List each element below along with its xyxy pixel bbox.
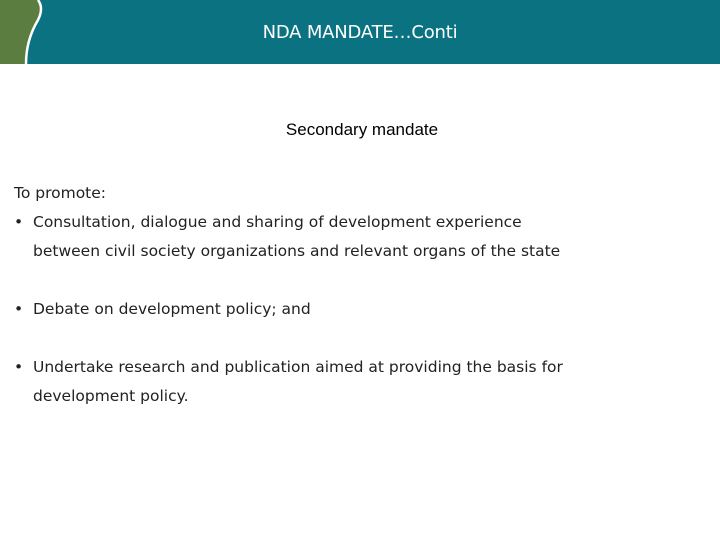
bullet-text: Consultation, dialogue and sharing of development experience [33,213,522,231]
slide-title: NDA MANDATE…Conti [262,22,458,43]
section-subtitle: Secondary mandate [285,120,439,139]
bullet-text-continued: between civil society organizations and relevant organs of the state [33,242,561,260]
slide-body [14,179,704,411]
bullet-item [14,353,704,411]
bullet-item [14,208,704,266]
bullet-item [14,295,704,324]
intro-text: To promote: [14,184,107,202]
bullet-icon: • [14,300,24,318]
bullet-text-continued: development policy. [33,387,189,405]
bullet-icon: • [14,358,24,376]
bullet-icon: • [14,213,24,231]
spacer [14,324,704,353]
spacer [14,266,704,295]
bullet-text: Undertake research and publication aimed at providing the basis for [33,358,563,376]
header-bar [0,0,720,64]
bullet-text: Debate on development policy; and [33,300,311,318]
